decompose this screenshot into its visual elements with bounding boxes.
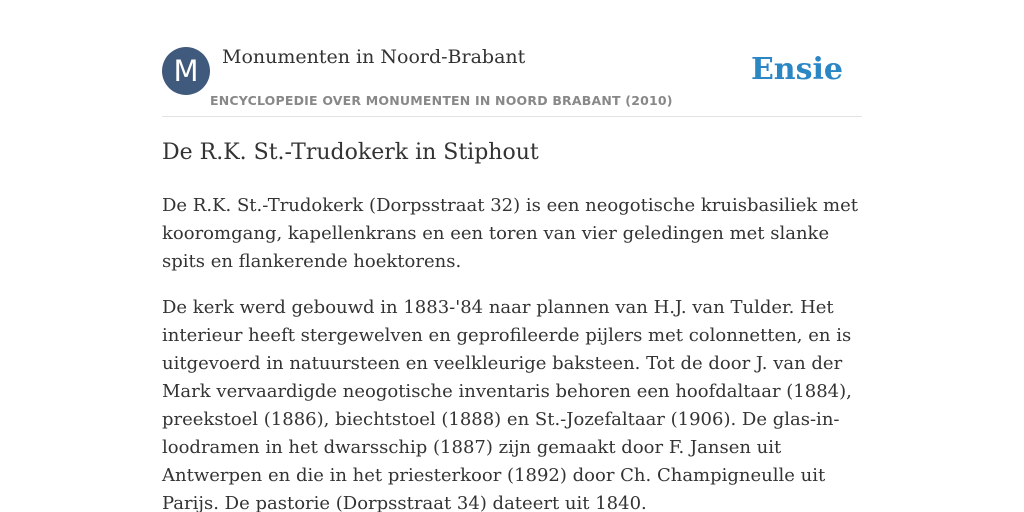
article-title: De R.K. St.-Trudokerk in Stiphout [162,140,539,165]
article-paragraph: De kerk werd gebouwd in 1883-'84 naar plannen van H.J. van Tulder. Het interieur heeft stergewelven en geprofileerde pijlers met colonnetten, en is uitgevoerd in natuursteen en veelkleurige baksteen. Tot de door J. van der Mark vervaardigde neogotische inventaris behoren een hoofdaltaar (1884), preekstoel (1886), biechtstoel (1888) en St.-Jozefaltaar (1906). De glas-in-loodramen in het dwarsschip (1887) zijn gemaakt door F. Jansen uit Antwerpen en die in het priesterkoor (1892) door Ch. Champigneulle uit Parijs. De pastorie (Dorpsstraat 34) dateert uit 1840. [162,297,852,512]
source-header [162,46,862,117]
article-paragraph: De R.K. St.-Trudokerk (Dorpsstraat 32) is een neogotische kruisbasiliek met kooromgang, kapellenkrans en een toren van vier geledingen met slanke spits en flankerende hoektorens. [162,195,858,272]
brand-logo-link[interactable]: Ensie [750,52,843,87]
avatar[interactable]: M [162,47,210,95]
source-title-link[interactable]: Monumenten in Noord-Brabant [222,46,526,68]
article-body [162,192,867,512]
source-subtitle: ENCYCLOPEDIE OVER MONUMENTEN IN NOORD BRABANT (2010) [210,93,673,108]
